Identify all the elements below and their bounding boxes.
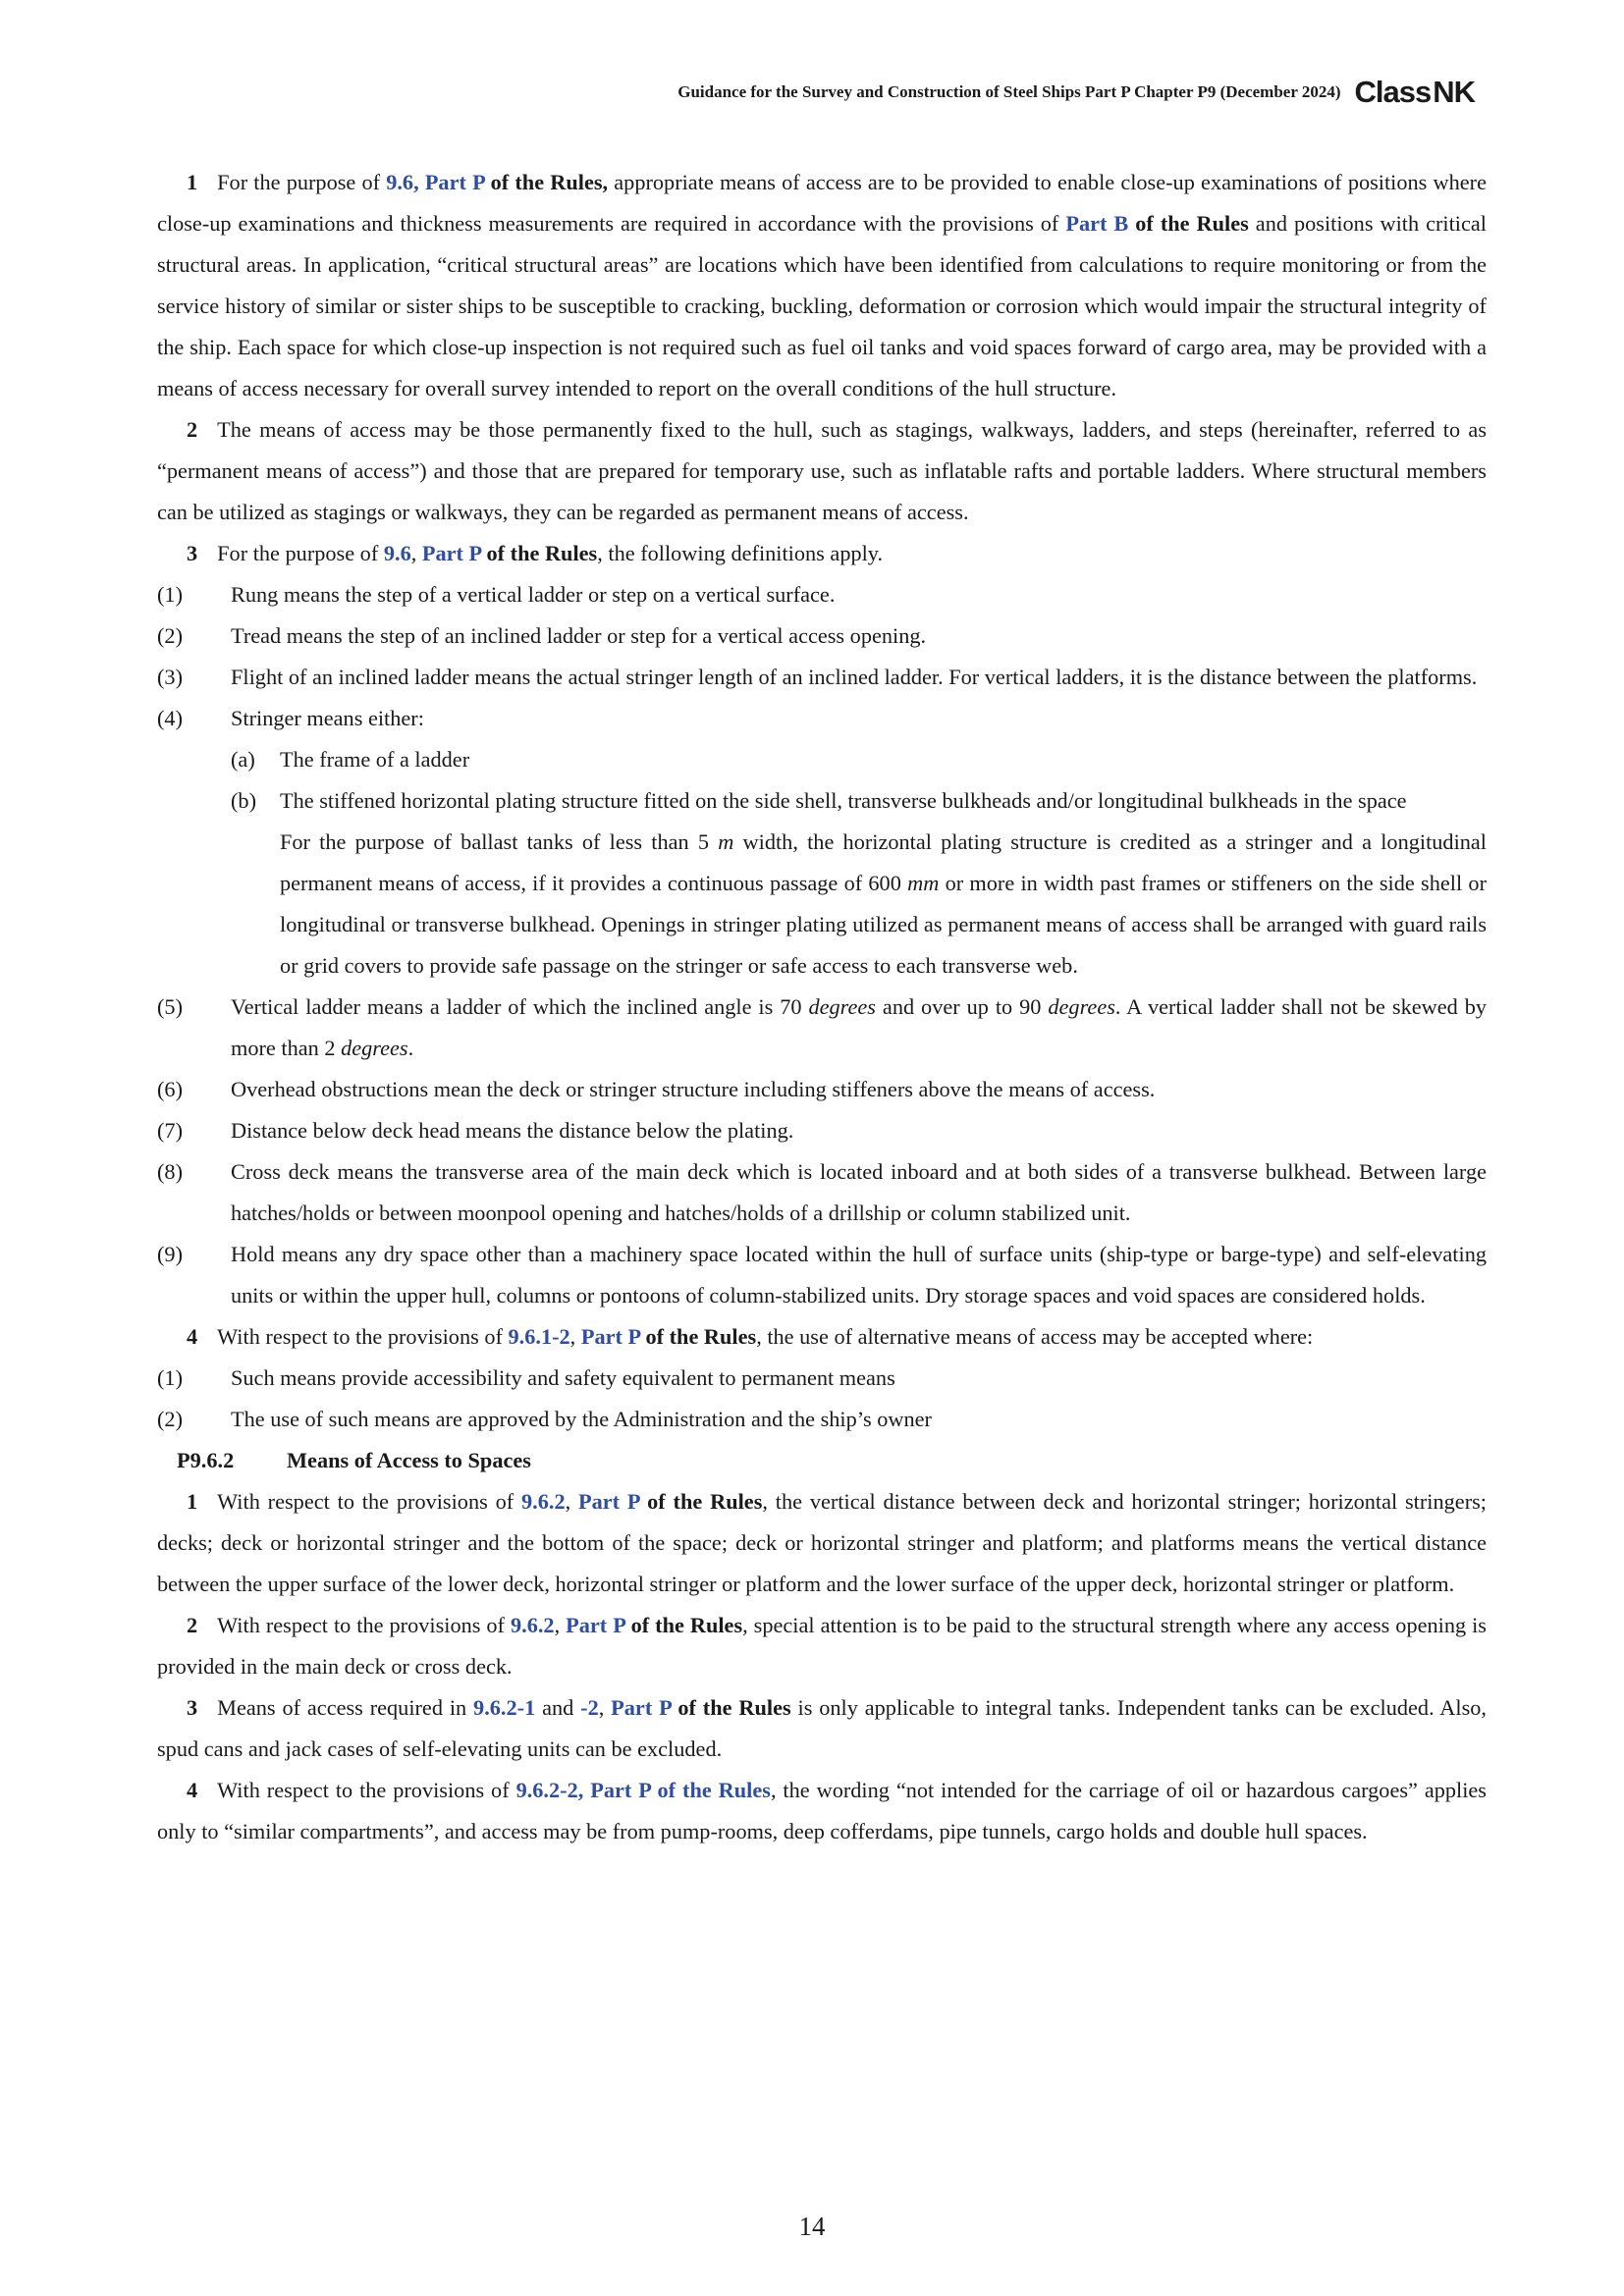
page-number: 14 xyxy=(798,2212,826,2241)
paragraph-1 xyxy=(157,162,1487,409)
text: , the following definitions apply. xyxy=(597,541,884,565)
text: , the use of alternative means of access may be accepted where: xyxy=(756,1324,1314,1349)
classnk-logo xyxy=(1354,77,1475,107)
separator: , xyxy=(569,1324,581,1349)
item-label: (3) xyxy=(157,665,183,689)
item-label: (7) xyxy=(157,1118,183,1143)
subitem-text: The stiffened horizontal plating structure fitted on the side shell, transverse bulkheads and/or longitudinal bulkheads in the space xyxy=(280,788,1407,813)
rules-label: of the Rules xyxy=(671,1695,791,1720)
item-text: Such means provide accessibility and safety equivalent to permanent means xyxy=(231,1365,895,1390)
list-item xyxy=(157,987,1487,1069)
rule-reference-link[interactable]: 9.6, Part P xyxy=(386,170,485,194)
paragraph-4 xyxy=(157,1316,1487,1358)
list-item xyxy=(157,698,1487,739)
item-text: Hold means any dry space other than a machinery space located within the hull of surface units (ship-type or barge-type) and self-elevating units or within the upper hull, columns or pontoons of column-stabilized units. Dry storage spaces and void spaces are considered holds. xyxy=(231,1242,1487,1308)
text: , special attention is to be paid to the structural strength where any access opening is provided in the main deck or cross deck. xyxy=(157,1613,1487,1679)
item-text: Overhead obstructions mean the deck or stringer structure including stiffeners above the means of access. xyxy=(231,1077,1156,1101)
item-text: Cross deck means the transverse area of the main deck which is located inboard and at both sides of a transverse bulkhead. Between large hatches/holds or between moonpool opening and hatches/holds of a drillship or column stabilized unit. xyxy=(231,1159,1487,1225)
paragraph-number: 1 xyxy=(187,170,198,194)
text: width, the horizontal plating structure is credited as a stringer and a longitudinal permanent means of access, if it provides a continuous passage of 600 xyxy=(280,829,1488,895)
text: . xyxy=(407,1036,414,1060)
section-paragraph-2 xyxy=(157,1605,1487,1687)
paragraph-number: 2 xyxy=(187,417,198,442)
sub-list-item xyxy=(157,780,1487,822)
unit: degrees xyxy=(341,1036,408,1060)
list-item xyxy=(157,615,1487,657)
unit: degrees xyxy=(1048,994,1115,1019)
text: and xyxy=(535,1695,581,1720)
paragraph-number: 4 xyxy=(187,1324,198,1349)
item-label: (5) xyxy=(157,994,183,1019)
stringer-note xyxy=(157,822,1487,987)
item-text: The use of such means are approved by the Administration and the ship’s owner xyxy=(231,1407,932,1431)
document-body xyxy=(157,162,1487,1852)
text: With respect to the provisions of xyxy=(217,1324,509,1349)
rules-label: of the Rules xyxy=(639,1324,757,1349)
item-text: Flight of an inclined ladder means the actual stringer length of an inclined ladder. For vertical ladders, it is the distance between the platforms. xyxy=(231,665,1478,689)
sub-list-item xyxy=(157,739,1487,780)
paragraph-number: 4 xyxy=(187,1778,198,1802)
list-item xyxy=(157,1069,1487,1110)
list-item xyxy=(157,1234,1487,1316)
list-item xyxy=(157,574,1487,615)
rule-reference-link[interactable]: Part P xyxy=(580,1324,640,1349)
section-heading xyxy=(157,1440,1487,1481)
rules-label: of the Rules xyxy=(1128,211,1249,236)
text: and positions with critical structural areas. In application, “critical structural areas” are locations which have been identified from calculations to require monitoring or from the service history of similar or sister ships to be susceptible to cracking, buckling, deformation or corrosion which would impair the structural integrity of the ship. Each space for which close-up inspection is not required such as fuel oil tanks and void spaces forward of cargo area, may be provided with a means of access necessary for overall survey intended to report on the overall conditions of the hull structure. xyxy=(157,211,1487,400)
section-title: Means of Access to Spaces xyxy=(287,1448,531,1472)
separator: , xyxy=(598,1695,612,1720)
rules-label: of the Rules, xyxy=(484,170,609,194)
logo-text-class: Class xyxy=(1354,75,1432,109)
paragraph-number: 3 xyxy=(187,541,198,565)
section-paragraph-3 xyxy=(157,1687,1487,1770)
paragraph-2 xyxy=(157,409,1487,533)
text: For the purpose of xyxy=(217,541,384,565)
text: Means of access required in xyxy=(217,1695,474,1720)
unit: m xyxy=(718,829,734,854)
text: With respect to the provisions of xyxy=(217,1613,511,1637)
item-label: (4) xyxy=(157,706,183,730)
text: With respect to the provisions of xyxy=(217,1778,516,1802)
item-label: (2) xyxy=(157,1407,183,1431)
list-item xyxy=(157,1399,1487,1440)
item-label: (8) xyxy=(157,1159,183,1184)
text: is only applicable to integral tanks. Independent tanks can be excluded. Also, spud cans and jack cases of self-elevating units can be excluded. xyxy=(157,1695,1487,1761)
text: With respect to the provisions of xyxy=(217,1489,522,1514)
list-item xyxy=(157,1358,1487,1399)
text: or more in width past frames or stiffeners on the side shell or longitudinal or transverse bulkhead. Openings in stringer plating utilized as permanent means of access shall be arranged with guard rails or grid covers to provide safe passage on the stringer or safe access to each transverse web. xyxy=(280,871,1487,978)
item-text xyxy=(231,987,1487,1069)
paragraph-number: 1 xyxy=(187,1489,198,1514)
page-header xyxy=(677,77,1475,107)
rule-reference-link[interactable]: 9.6.2 xyxy=(521,1489,566,1514)
rule-reference-link[interactable]: Part P xyxy=(611,1695,672,1720)
rule-reference-link[interactable]: Part B xyxy=(1065,211,1129,236)
item-label: (6) xyxy=(157,1077,183,1101)
text: , the wording “not intended for the carriage of oil or hazardous cargoes” applies only to “similar compartments”, and access may be from pump-rooms, deep cofferdams, pipe tunnels, cargo holds and double hull spaces. xyxy=(157,1778,1487,1843)
subitem-label: (b) xyxy=(231,788,256,813)
item-label: (9) xyxy=(157,1242,183,1266)
item-label: (1) xyxy=(157,582,183,607)
text: and over up to 90 xyxy=(875,994,1049,1019)
text: For the purpose of xyxy=(217,170,387,194)
separator: , xyxy=(410,541,422,565)
item-label: (2) xyxy=(157,623,183,648)
text: The means of access may be those permanently fixed to the hull, such as stagings, walkways, ladders, and steps (hereinafter, referred to as “permanent means of access”) and those that are prepared for temporary use, such as inflatable rafts and portable ladders. Where structural members can be utilized as stagings or walkways, they can be regarded as permanent means of access. xyxy=(157,417,1487,524)
subitem-text: The frame of a ladder xyxy=(280,747,470,772)
rules-label: of the Rules xyxy=(639,1489,763,1514)
rules-label: of the Rules xyxy=(624,1613,743,1637)
item-text: Distance below deck head means the distance below the plating. xyxy=(231,1118,794,1143)
rule-reference-link[interactable]: 9.6.1-2 xyxy=(508,1324,570,1349)
rule-reference-link[interactable]: Part P xyxy=(566,1613,625,1637)
logo-text-nk: NK xyxy=(1433,75,1475,109)
paragraph-number: 3 xyxy=(187,1695,198,1720)
list-item xyxy=(157,1151,1487,1234)
item-text: Rung means the step of a vertical ladder or step on a vertical surface. xyxy=(231,582,836,607)
list-item xyxy=(157,657,1487,698)
separator: , xyxy=(554,1613,567,1637)
text: For the purpose of ballast tanks of less than 5 xyxy=(280,829,719,854)
document-title: Guidance for the Survey and Construction of Steel Ships Part P Chapter P9 (December 2024) xyxy=(677,81,1341,101)
rules-label: of the Rules xyxy=(480,541,598,565)
section-number: P9.6.2 xyxy=(177,1448,235,1472)
rule-reference-link[interactable]: 9.6 xyxy=(383,541,411,565)
rule-reference-link[interactable]: 9.6.2-2, Part P of the Rules xyxy=(515,1778,771,1802)
text: , the vertical distance between deck and horizontal stringer; horizontal stringers; decks; deck or horizontal stringer and the bottom of the space; deck or horizontal stringer and platform; and platforms means the vertical distance between the upper surface of the lower deck, horizontal stringer or platform and the lower surface of the upper deck, horizontal stringer or platform. xyxy=(157,1489,1487,1596)
item-text: Tread means the step of an inclined ladder or step for a vertical access opening. xyxy=(231,623,927,648)
unit: mm xyxy=(907,871,940,895)
unit: degrees xyxy=(808,994,876,1019)
list-item xyxy=(157,1110,1487,1151)
paragraph-number: 2 xyxy=(187,1613,198,1637)
text: . A vertical ladder shall not be skewed by more than 2 xyxy=(231,994,1487,1060)
rule-reference-link[interactable]: 9.6.2 xyxy=(510,1613,555,1637)
rule-reference-link[interactable]: Part P xyxy=(421,541,481,565)
section-paragraph-1 xyxy=(157,1481,1487,1605)
separator: , xyxy=(565,1489,579,1514)
paragraph-3 xyxy=(157,533,1487,574)
text: appropriate means of access are to be provided to enable close-up examinations of positions where close-up examinations and thickness measurements are required in accordance with the provisions of xyxy=(157,170,1487,236)
section-paragraph-4 xyxy=(157,1770,1487,1852)
subitem-label: (a) xyxy=(231,747,255,772)
item-label: (1) xyxy=(157,1365,183,1390)
rule-reference-link[interactable]: Part P xyxy=(578,1489,640,1514)
item-text: Stringer means either: xyxy=(231,706,424,730)
rule-reference-link[interactable]: 9.6.2-1 xyxy=(473,1695,536,1720)
rule-reference-link[interactable]: -2 xyxy=(580,1695,599,1720)
text: Vertical ladder means a ladder of which the inclined angle is 70 xyxy=(231,994,809,1019)
